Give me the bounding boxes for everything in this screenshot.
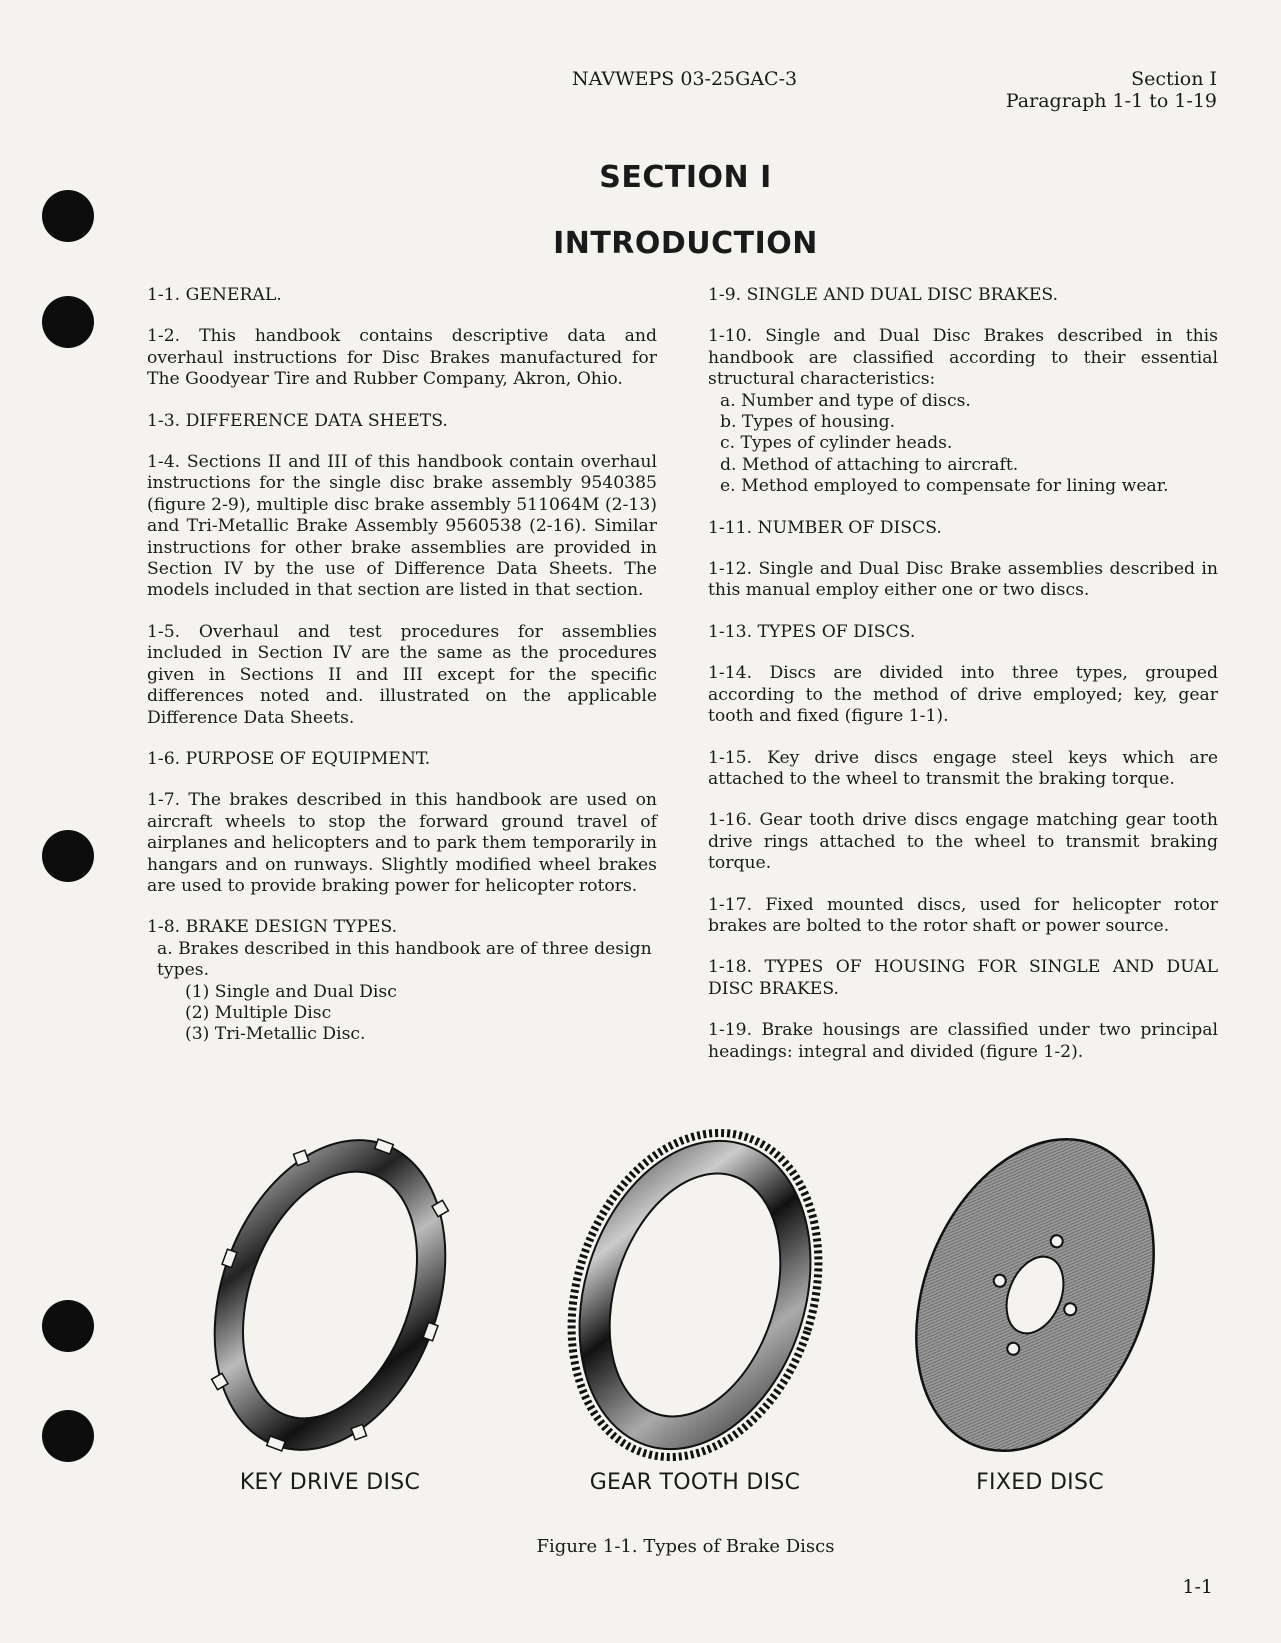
list-item: (1) Single and Dual Disc bbox=[185, 981, 397, 1002]
key-drive-disc-illustration bbox=[200, 1130, 460, 1460]
binder-hole bbox=[42, 296, 94, 348]
para-1-7: 1-7. The brakes described in this handbook are used on aircraft wheels to stop the forward ground travel of airplanes and helicopters and to park them temporarily in hangars and on runways. Slightly modified wheel brakes are used to provide braking power for helicopter rotors. bbox=[147, 790, 657, 896]
para-1-5: 1-5. Overhaul and test procedures for assemblies included in Section IV are the same as the procedures given in Sections II and III except for the specific differences noted and. illustrated on the applicable Difference Data Sheets. bbox=[147, 621, 657, 728]
section-subtitle: INTRODUCTION bbox=[553, 226, 818, 261]
para-1-18: 1-18. TYPES OF HOUSING FOR SINGLE AND DUAL DISC BRAKES. bbox=[708, 957, 1218, 999]
para-1-10: 1-10. Single and Dual Disc Brakes described in this handbook are classified according to their essential structural characteristics: bbox=[708, 326, 1218, 390]
fixed-disc-illustration bbox=[905, 1125, 1165, 1465]
structural-characteristics bbox=[708, 326, 1218, 497]
para-1-15: 1-15. Key drive discs engage steel keys which are attached to the wheel to transmit the braking torque. bbox=[708, 747, 1218, 789]
para-1-2: 1-2. This handbook contains descriptive data and overhaul instructions for Disc Brakes manufactured for The Goodyear Tire and Rubber Company, Akron, Ohio. bbox=[147, 326, 657, 390]
list-item: c. Types of cylinder heads. bbox=[720, 433, 953, 454]
document-number: NAVWEPS 03-25GAC-3 bbox=[572, 68, 798, 90]
para-1-11: 1-11. NUMBER OF DISCS. bbox=[708, 517, 942, 538]
figure-caption: Figure 1-1. Types of Brake Discs bbox=[536, 1536, 835, 1557]
list-item: b. Types of housing. bbox=[720, 412, 896, 433]
paragraph-range: Paragraph 1-1 to 1-19 bbox=[1005, 90, 1217, 112]
fixed-disc-label: FIXED DISC bbox=[976, 1470, 1104, 1495]
section-title: SECTION I bbox=[599, 160, 772, 195]
para-1-13: 1-13. TYPES OF DISCS. bbox=[708, 621, 916, 642]
para-1-12: 1-12. Single and Dual Disc Brake assemblies described in this manual employ either one or two discs. bbox=[708, 559, 1218, 601]
gear-tooth-disc-label: GEAR TOOTH DISC bbox=[589, 1470, 801, 1495]
para-1-8: 1-8. BRAKE DESIGN TYPES. bbox=[147, 917, 398, 938]
para-1-19: 1-19. Brake housings are classified under two principal headings: integral and divided (figure 1-2). bbox=[708, 1020, 1218, 1062]
para-1-4: 1-4. Sections II and III of this handbook contain overhaul instructions for the single disc brake assembly 9540385 (figure 2-9), multiple disc brake assembly 511064M (2-13) and Tri-Metallic Brake Assembly 9560538 (2-16). Similar instructions for other brake assemblies are provided in Section IV by the use of Difference Data Sheets. The models included in that section are listed in that section. bbox=[147, 452, 657, 601]
gear-tooth-disc-illustration bbox=[565, 1125, 825, 1465]
para-1-1: 1-1. GENERAL. bbox=[147, 285, 282, 305]
list-item: a. Number and type of discs. bbox=[720, 390, 971, 411]
list-item: d. Method of attaching to aircraft. bbox=[720, 454, 1019, 475]
section-label: Section I bbox=[1131, 68, 1217, 90]
key-drive-disc-label: KEY DRIVE DISC bbox=[239, 1470, 421, 1495]
list-item: (3) Tri-Metallic Disc. bbox=[185, 1024, 366, 1045]
binder-hole bbox=[42, 1410, 94, 1462]
para-1-16: 1-16. Gear tooth drive discs engage matching gear tooth drive rings attached to the wheel to transmit braking torque. bbox=[708, 810, 1218, 874]
para-1-6: 1-6. PURPOSE OF EQUIPMENT. bbox=[147, 748, 431, 769]
list-item: (2) Multiple Disc bbox=[185, 1002, 332, 1023]
para-1-17: 1-17. Fixed mounted discs, used for helicopter rotor brakes are bolted to the rotor shaft or power source. bbox=[708, 894, 1218, 936]
binder-hole bbox=[42, 830, 94, 882]
para-1-8a: a. Brakes described in this handbook are of three design types. bbox=[157, 938, 652, 981]
section-reference bbox=[1006, 68, 1217, 112]
page-number: 1-1 bbox=[1182, 1576, 1213, 1598]
design-types bbox=[147, 917, 657, 1045]
list-item: e. Method employed to compensate for lining wear. bbox=[720, 476, 1169, 497]
left-column bbox=[147, 285, 657, 1066]
binder-hole bbox=[42, 1300, 94, 1352]
right-column bbox=[708, 285, 1218, 1083]
para-1-14: 1-14. Discs are divided into three types, grouped according to the method of drive employed; key, gear tooth and fixed (figure 1-1). bbox=[708, 663, 1218, 727]
para-1-3: 1-3. DIFFERENCE DATA SHEETS. bbox=[147, 410, 448, 431]
para-1-9: 1-9. SINGLE AND DUAL DISC BRAKES. bbox=[708, 285, 1059, 305]
